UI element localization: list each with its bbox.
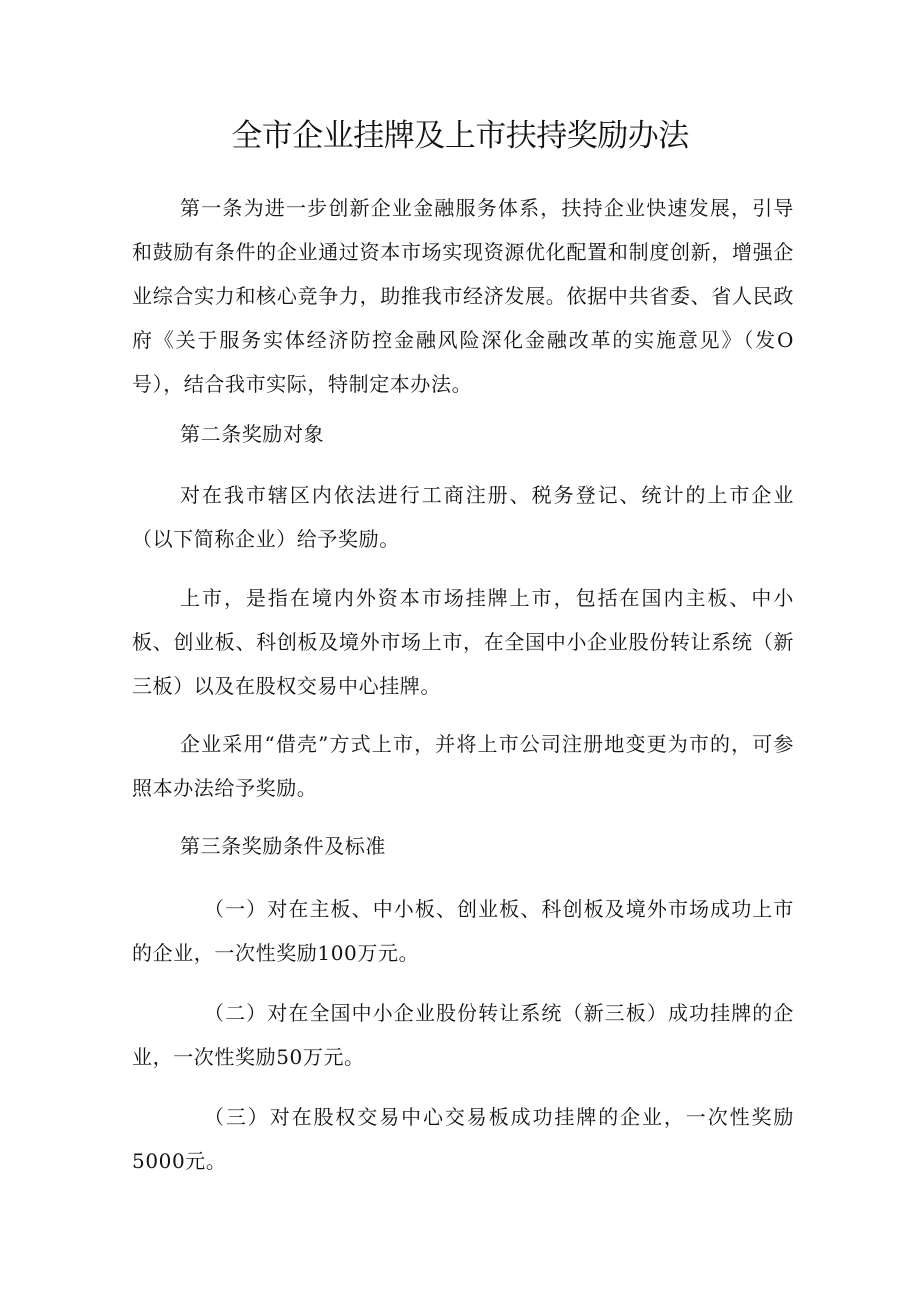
article-1-paragraph: 第一条为进一步创新企业金融服务体系，扶持企业快速发展，引导和鼓励有条件的企业通过资本市场实现资源优化配置和制度创新，增强企业综合实力和核心竞争力，助推我市经济发展。依据中共省委、省人民政府《关于服务实体经济防控金融风险深化金融改革的实施意见》（发O号），结合我市实际，特制定本办法。 [132, 196, 794, 396]
document-title: 全市企业挂牌及上市扶持奖励办法 [231, 118, 689, 154]
article-2-paragraph-2: 上市，是指在境内外资本市场挂牌上市，包括在国内主板、中小板、创业板、科创板及境外市场上市，在全国中小企业股份转让系统（新三板）以及在股权交易中心挂牌。 [132, 586, 794, 698]
article-3-item-3: （三）对在股权交易中心交易板成功挂牌的企业，一次性奖励5000元。 [132, 1105, 794, 1173]
article-3-heading: 第三条奖励条件及标准 [180, 834, 386, 858]
article-3-item-2: （二）对在全国中小企业股份转让系统（新三板）成功挂牌的企业，一次性奖励50万元。 [132, 1001, 794, 1069]
article-2-paragraph-3: 企业采用“借壳”方式上市，并将上市公司注册地变更为市的，可参照本办法给予奖励。 [132, 732, 794, 800]
article-2-heading: 第二条奖励对象 [180, 422, 325, 446]
article-2-paragraph-1: 对在我市辖区内依法进行工商注册、税务登记、统计的上市企业（以下简称企业）给予奖励。 [132, 483, 794, 551]
article-3-item-1: （一）对在主板、中小板、创业板、科创板及境外市场成功上市的企业，一次性奖励100万元。 [132, 897, 794, 965]
